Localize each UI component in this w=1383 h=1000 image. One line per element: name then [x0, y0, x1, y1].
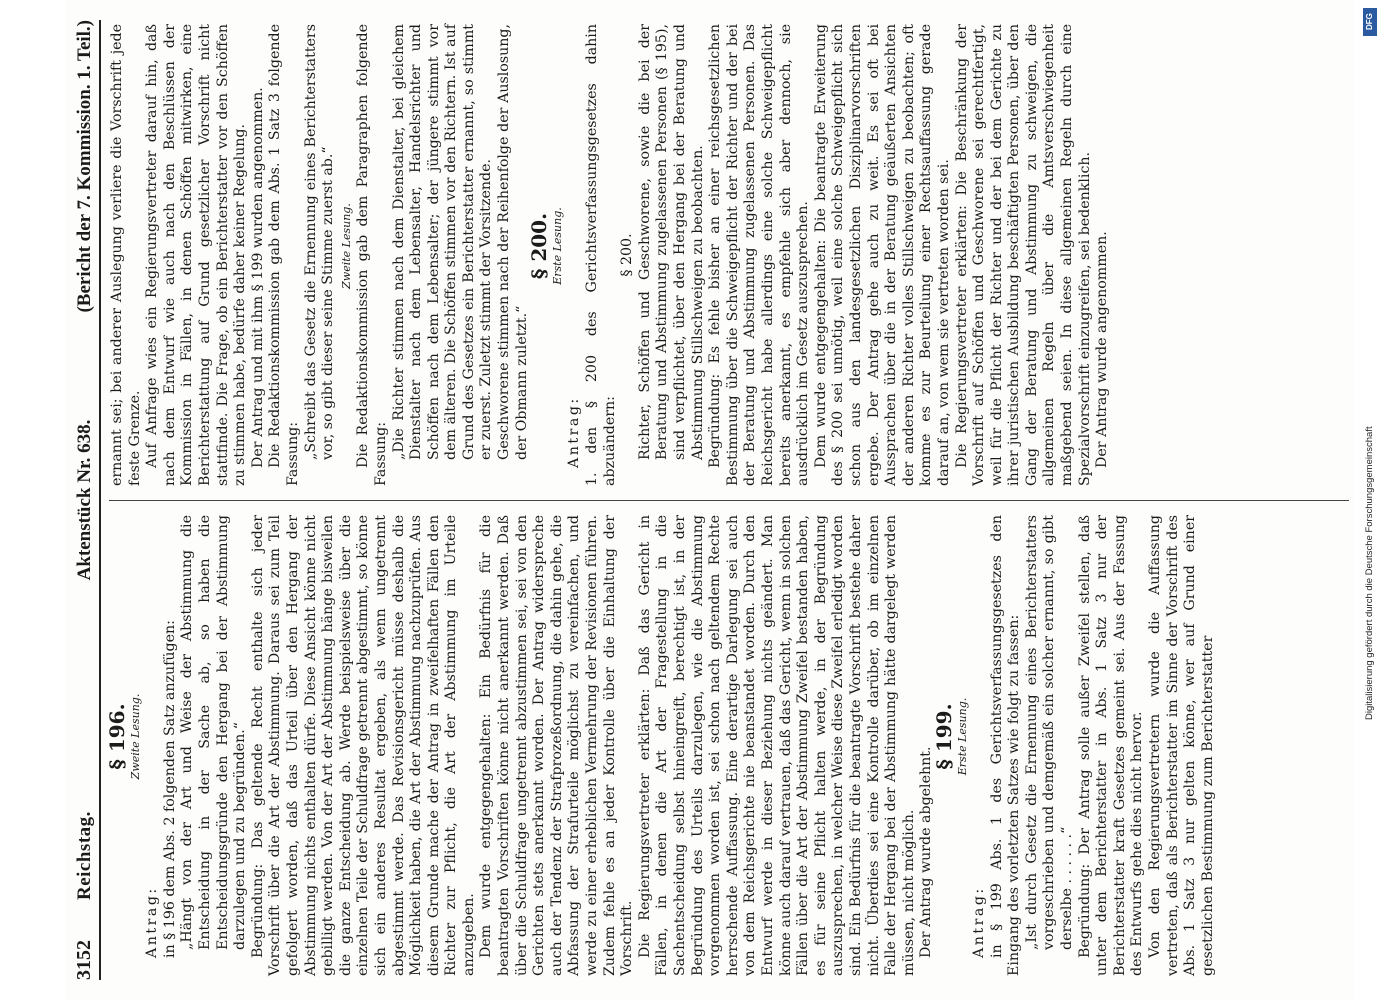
antrag3-text: 1. den § 200 des Gerichtsverfassungsgesetzes dahin abzuändern:	[584, 24, 618, 486]
antrag-text: in § 196 dem Abs. 2 folgenden Satz anzufügen:	[161, 620, 178, 958]
antrag-quote: „Hängt von der Art und Weise der Abstimmung die Entscheidung in der Sache ab, so haben die Entscheidungsgründe den Hergang bei der Abstimmung darzulegen und zu begründen.“	[179, 515, 249, 950]
redaktion2-quote-second: Geschworene stimmen nach der Reihenfolge der Auslosung, der Obmann zuletzt.“	[496, 24, 530, 460]
antrag2-text: in § 199 Abs. 1 des Gerichtsverfassungsgesetzes den Eingang des vorletzten Satzes wie folgt zu fassen:	[988, 515, 1023, 976]
antrag2-label: Antrag:	[971, 886, 988, 958]
dfg-logo: DFG	[1363, 8, 1377, 36]
redaktion1-quote: „Schreibt das Gesetz die Ernennung eines Berichterstatters vor, so gibt dieser seine Stimme zuerst ab.“	[302, 24, 337, 460]
regierung2-paragraph: Von den Regierungsvertretern wurde die Auffassung vertreten, daß als Berichterstatter im Sinne der Vorschrift des Abs. 1 Satz 3 nur gelten könne, wer auf Grund einer gesetzlichen Bestimmung zum Berichterstatter	[1147, 515, 1216, 976]
begruendung3-paragraph: Begründung: Es fehle bisher an einer reichsgesetzlichen Bestimmung über die Schweigepflicht der Richter und der bei der Beratung und Abstimmung zugelassenen Personen. Das Reichsgericht habe allerdings eine solche Schweigepflicht bereits anerkannt, es empfehle sich aber dennoch, sie ausdrücklich im Gesetz auszusprechen.	[707, 24, 812, 486]
page-header	[73, 20, 101, 980]
angenommen1-line: Der Antrag und mit ihm § 199 wurden angenommen.	[249, 87, 266, 468]
antrag3-section: § 200.	[619, 233, 636, 277]
header-center-title: Aktenstück Nr. 638.	[74, 419, 95, 581]
section-199-reading: Erste Lesung.	[955, 697, 969, 776]
header-right-title: (Bericht der 7. Kommission. 1. Teil.)	[74, 19, 95, 313]
regierung3-paragraph: Die Regierungsvertreter erklärten: Die Beschränkung der Vorschrift auf Schöffen und Geschworene sei gerechtfertigt, weil für die Pflicht der Richter und der bei dem Gerichte zu ihrer juristischen Ausbildung beschäftigten Personen, über den Gang der Beratung und Abstimmung zu schweigen, die allgemeinen Regeln über die Amtsverschwiegenheit maßgebend seien. In diese allgemeinen Regeln durch eine Spezialvorschrift einzugreifen, sei bedenklich.	[953, 24, 1093, 486]
abgelehnt-line: Der Antrag wurde abgelehnt.	[918, 746, 935, 958]
zweite-lesung-label: Zweite Lesung.	[339, 203, 353, 289]
entgegen3-paragraph: Dem wurde entgegengehalten: Die beantragte Erweiterung des § 200 sei unnötig, weil eine solche Schweigepflicht sich schon aus den landesgesetzlichen Disziplinarvorschriften ergebe. Der Antrag gehe auch zu weit. Es sei oft bei Aussprachen über die in der Beratung geäußerten Ansichten der anderen Richter volles Stillschweigen zu beobachten; oft komme es zur Beurteilung einer Rechtsauffassung gerade darauf an, von wem sie vertreten worden sei.	[812, 24, 952, 486]
section-200-reading: Erste Lesung.	[550, 207, 564, 285]
text-columns	[105, 20, 1349, 980]
header-left-title: Reichstag.	[74, 811, 95, 900]
section-199-title: § 199.	[931, 703, 956, 770]
redaktion1-paragraph: Die Redaktionskommission gab dem Abs. 1 Satz 3 folgende Fassung:	[267, 24, 301, 486]
continuation-text: ernannt sei; bei anderer Auslegung verliere die Vorschrift jede feste Grenze.	[109, 24, 143, 486]
antrag-label: Antrag:	[144, 886, 161, 958]
entgegen-paragraph: Dem wurde entgegengehalten: Ein Bedürfnis für die beantragten Vorschriften könne nicht anerkannt werden. Daß über die Schuldfrage ungetrennt abzustimmen sei, sei von den Gerichten stets anerkannt worden. Der Antrag widerspreche auch der Tendenz der Strafprozeßordnung, die dahin gehe, die Abfassung der Strafurteile möglichst zu vereinfachen, und werde zu einer erheblichen Vermehrung der Revisionen führen. Zudem fehle es an jeder Kontrolle über die Einhaltung der Vorschrift.	[478, 515, 636, 976]
redaktion2-quote: „Die Richter stimmen nach dem Dienstalter, bei gleichem Dienstalter nach dem Lebensalter, Handelsrichter und Schöffen nach dem Lebensalter; der jüngere stimmt vor dem älteren. Die Schöffen stimmen vor den Richtern. Ist auf Grund des Gesetzes ein Berichterstatter ernannt, so stimmt er zuerst. Zuletzt stimmt der Vorsitzende.	[390, 24, 495, 460]
page-number: 3152	[73, 940, 95, 980]
digitization-notice: Digitalisierung gefördert durch die Deutsche Forschungsgemeinschaft	[1364, 426, 1375, 720]
section-196-reading: Zweite Lesung.	[128, 693, 142, 780]
document-page	[65, 0, 1355, 1000]
section-196-title: § 196.	[105, 703, 129, 770]
begruendung2-paragraph: Begründung: Der Antrag solle außer Zweifel stellen, daß unter dem Berichterstatter in Abs. 1 Satz 3 nur der Berichterstatter kraft Gesetzes gemeint sei. Aus der Fassung des Entwurfs gehe dies nicht hervor.	[1076, 515, 1146, 976]
begruendung-paragraph: Begründung: Das geltende Recht enthalte sich jeder Vorschrift über die Art der Abstimmung. Daraus sei zum Teil gefolgert worden, daß das Urteil über den Hergang der Abstimmung nichts enthalten dürfe. Diese Ansicht könne nicht gebilligt werden. Von der Art der Abstimmung hänge bisweilen die ganze Entscheidung ab. Werde beispielsweise über die einzelnen Teile der Schuldfrage getrennt abgestimmt, so könne sich ein anderes Resultat ergeben, als wenn ungetrennt abgestimmt werde. Das Revisionsgericht müsse deshalb die Möglichkeit haben, die Art der Abstimmung nachzuprüfen. Aus diesem Grunde mache der Antrag in zweifelhaften Fällen den Richter zur Pflicht, die Art der Abstimmung im Urteile anzugeben.	[249, 515, 477, 976]
scanned-document	[60, 0, 1350, 1000]
regierung-paragraph: Die Regierungsvertreter erklärten: Daß das Gericht in Fällen, in denen die Art der Fragestellung in die Sachentscheidung selbst hineingreift, berechtigt ist, in der Begründung des Urteils darzulegen, wie die Abstimmung vorgenommen worden ist, sei schon nach geltendem Rechte herrschende Auffassung. Eine derartige Darlegung sei auch von dem Reichsgerichte nie beanstandet worden. Durch den Entwurf werde in dieser Beziehung nichts geändert. Man könne auch darauf vertrauen, daß das Gericht, wenn in solchen Fällen über die Art der Abstimmung Zweifel bestanden haben, es für seine Pflicht halten werde, in der Begründung auszusprechen, in welcher Weise diese Zweifel erledigt worden sind. Ein Bedürfnis für die beantragte Vorschrift bestehe daher nicht. Überdies sei eine Kontrolle darüber, ob im einzelnen Falle der Hergang bei der Abstimmung hätte dargelegt werden müssen, nicht möglich.	[636, 515, 917, 976]
section-200-title: § 200.	[527, 212, 552, 280]
angenommen3-line: Der Antrag wurde angenommen.	[1094, 231, 1111, 468]
antrag3-label: Antrag:	[566, 396, 583, 468]
antrag2-quote: „Ist durch Gesetz die Ernennung eines Berichterstatters vorgeschrieben und demgemäß ein solcher ernannt, so gibt derselbe . . . . . .“	[1023, 515, 1076, 950]
redaktion2-paragraph: Die Redaktionskommission gab dem Paragraphen folgende Fassung:	[355, 24, 389, 486]
right-column	[109, 20, 1349, 500]
antrag3-quote: Richter, Schöffen und Geschworene, sowie die bei der Beratung und Abstimmung zugelassenen Personen (§ 195), sind verpflichtet, über den Hergang bei der Beratung und Abstimmung Stillschweigen zu beobachten.	[636, 24, 706, 460]
anfrage-paragraph: Auf Anfrage wies ein Regierungsvertreter darauf hin, daß nach dem Entwurf wie auch nach den Beschlüssen der Kommission in Fällen, in denen Schöffen mitwirken, eine Berichterstattung auf Grund gesetzlicher Vorschrift nicht stattfinde. Die Frage, ob ein Berichterstatter vor den Schöffen zu stimmen habe, bedürfe daher keiner Regelung.	[144, 24, 249, 486]
left-column	[105, 500, 1349, 980]
